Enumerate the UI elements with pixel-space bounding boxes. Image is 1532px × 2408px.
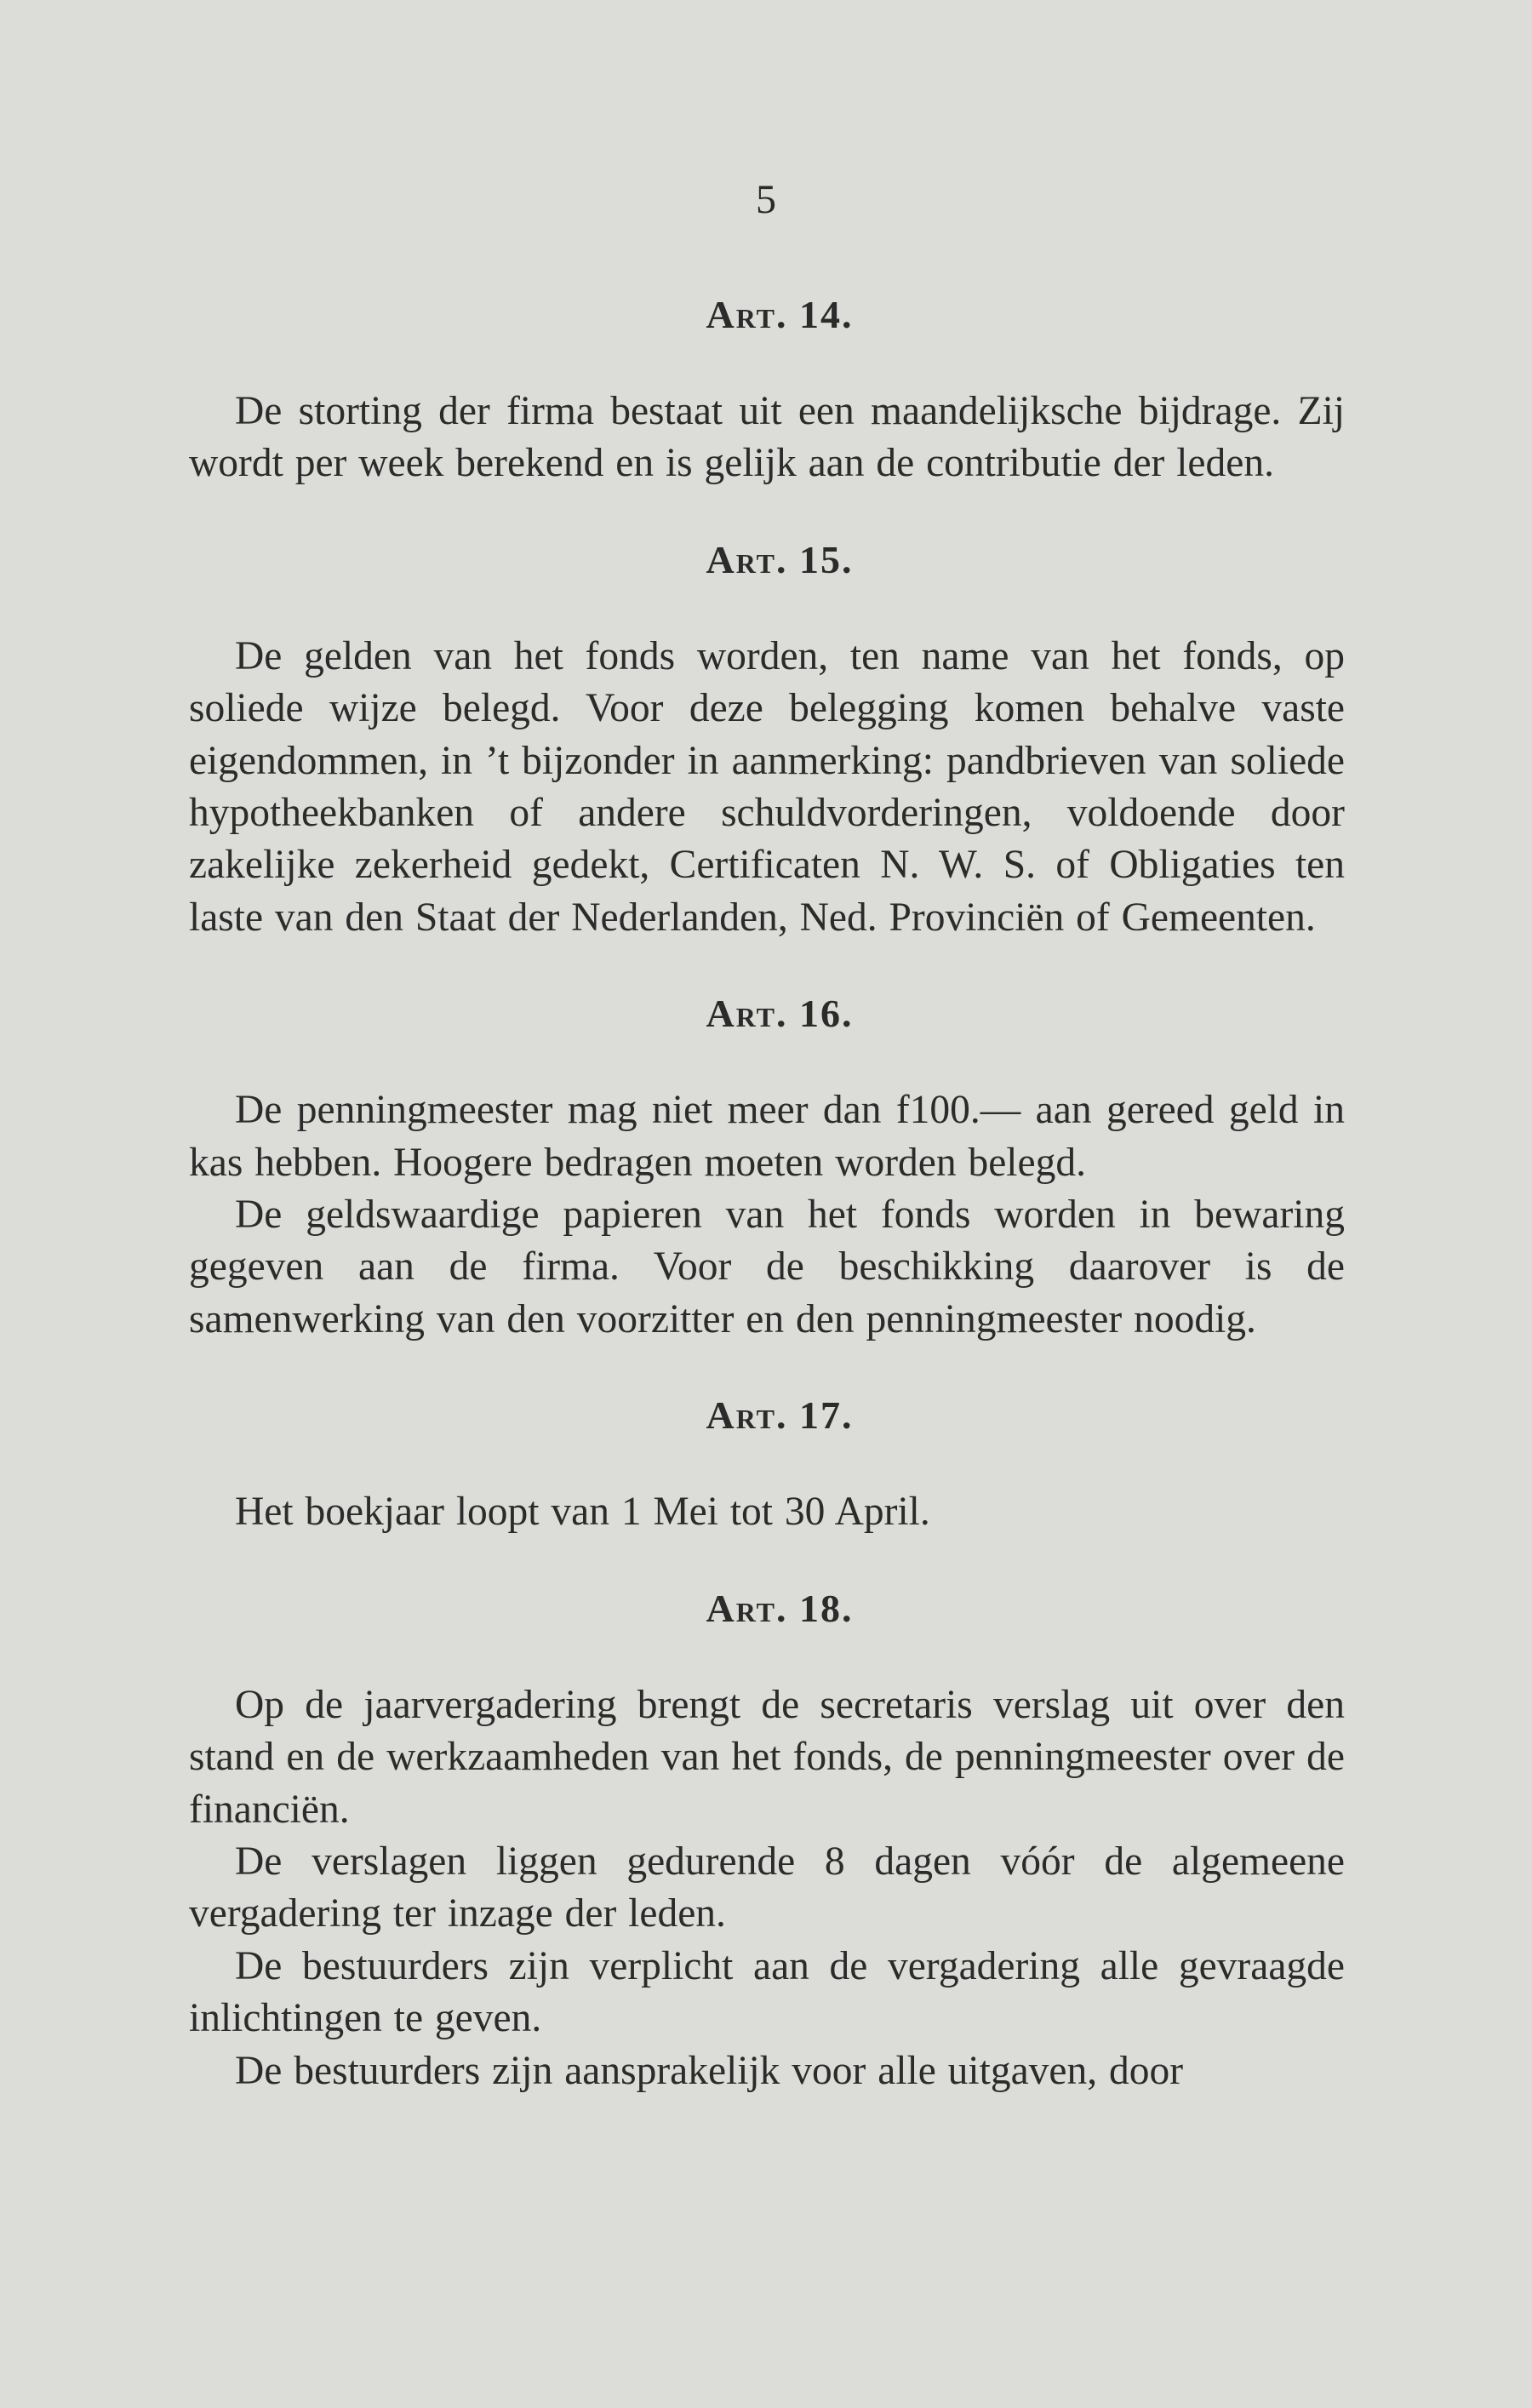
- article-17: [189, 1390, 1345, 1538]
- article-paragraph: De storting der firma bestaat uit een maandelijksche bijdrage. Zij wordt per week berekend en is gelijk aan de contributie der leden.: [189, 389, 1345, 486]
- article-paragraph: Het boekjaar loopt van 1 Mei tot 30 April.: [235, 1490, 930, 1535]
- article-heading: Art. 14.: [706, 293, 854, 336]
- article-18: [189, 1583, 1345, 2097]
- article-paragraph: De bestuurders zijn aansprakelijk voor alle uitgaven, door: [235, 2048, 1184, 2093]
- article-paragraph: De penningmeester mag niet meer dan f100.— aan gereed geld in kas hebben. Hoogere bedragen moeten worden belegd.: [189, 1088, 1345, 1185]
- article-16: [189, 988, 1345, 1346]
- article-heading: Art. 17.: [706, 1393, 854, 1438]
- article-heading: Art. 18.: [706, 1586, 854, 1630]
- page-number: 5: [756, 177, 776, 222]
- article-heading: Art. 15.: [706, 537, 854, 581]
- article-14: [189, 289, 1345, 490]
- article-paragraph: De verslagen liggen gedurende 8 dagen vóór de algemeene vergadering ter inzage der leden.: [189, 1839, 1345, 1936]
- article-15: [189, 535, 1345, 944]
- article-paragraph: De bestuurders zijn verplicht aan de vergadering alle gevraagde inlichtingen te geven.: [189, 1943, 1345, 2041]
- article-paragraph: De gelden van het fonds worden, ten name van het fonds, op soliede wijze belegd. Voor deze belegging komen behalve vaste eigendommen, in ’t bijzonder in aanmerking: pandbrieven van soliede hypotheekbanken of andere schuldvorderingen, voldoende door zakelijke zekerheid gedekt, Certificaten N. W. S. of Obligaties ten laste van den Staat der Nederlanden, Ned. Provinciën of Gemeenten.: [189, 633, 1345, 940]
- article-paragraph: Op de jaarvergadering brengt de secretaris verslag uit over den stand en de werkzaamheden van het fonds, de penningmeester over de financiën.: [189, 1682, 1345, 1832]
- text-column: [189, 289, 1345, 2097]
- article-heading: Art. 16.: [706, 992, 854, 1036]
- article-paragraph: De geldswaardige papieren van het fonds worden in bewaring gegeven aan de firma. Voor de beschikking daarover is de samenwerking van den voorzitter en den penningmeester noodig.: [189, 1193, 1345, 1341]
